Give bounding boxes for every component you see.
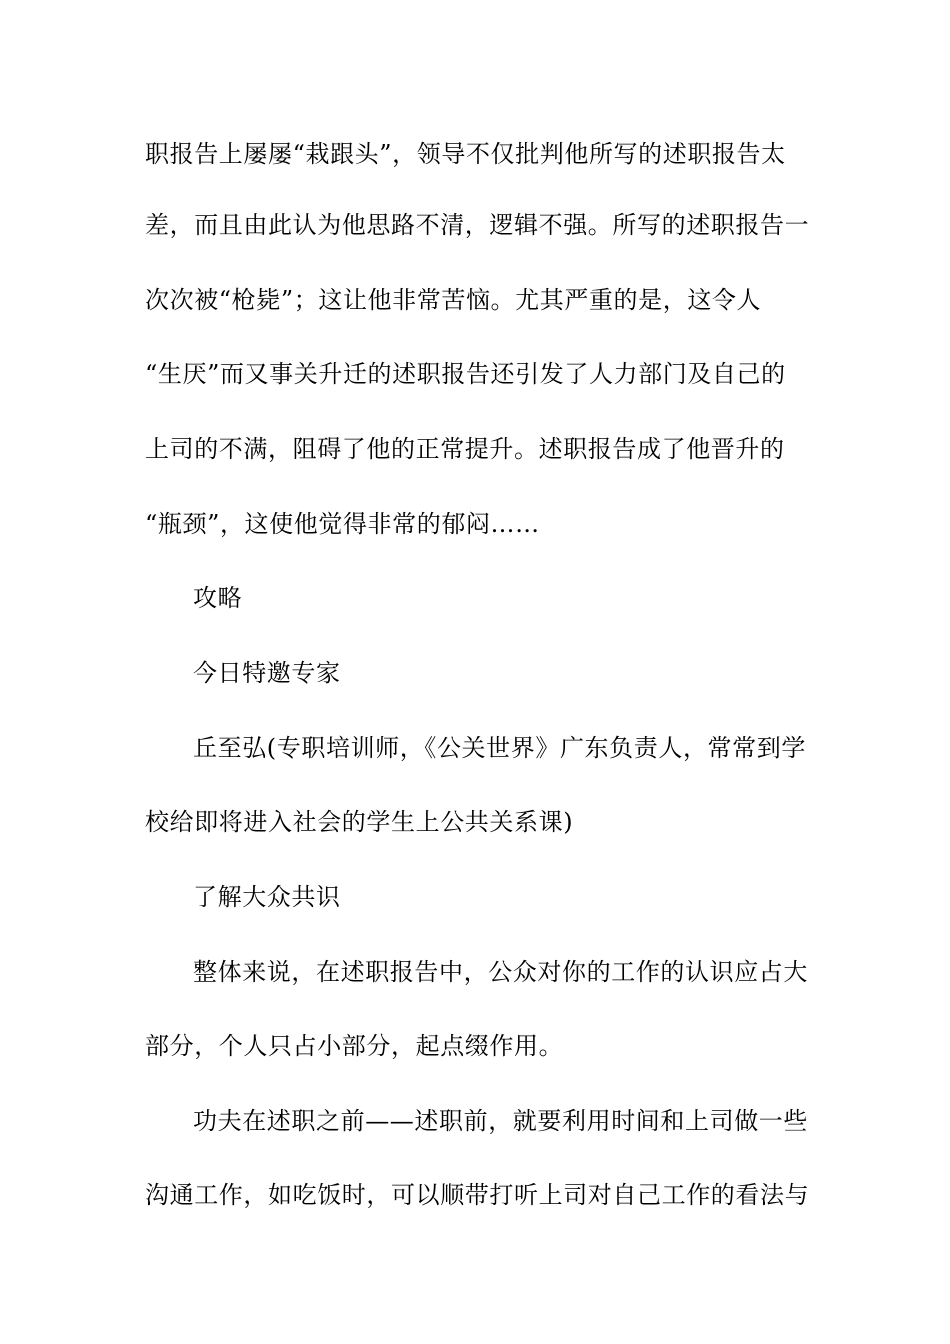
text-line: 职报告上屡屡“栽跟头”，领导不仅批判他所写的述职报告太	[145, 140, 786, 168]
section-heading: 了解大众共识	[193, 883, 341, 911]
text-line: 校给即将进入社会的学生上公共关系课)	[145, 808, 574, 836]
text-line: 部分，个人只占小部分，起点缀作用。	[145, 1032, 564, 1060]
text-line: 差，而且由此认为他思路不清，逻辑不强。所写的述职报告一	[145, 211, 810, 239]
section-heading: 今日特邀专家	[193, 659, 341, 687]
text-line: 丘至弘(专职培训师，《公关世界》广东负责人，常常到学	[193, 734, 806, 762]
text-line: 整体来说，在述职报告中，公众对你的工作的认识应占大	[193, 958, 808, 986]
text-line: 次次被“枪毙”；这让他非常苦恼。尤其严重的是，这令人	[145, 286, 762, 314]
text-line: 功夫在述职之前——述职前，就要利用时间和上司做一些	[193, 1107, 808, 1135]
text-line: “瓶颈”，这使他觉得非常的郁闷……	[145, 510, 540, 538]
text-line: 沟通工作，如吃饭时，可以顺带打听上司对自己工作的看法与	[145, 1181, 810, 1209]
text-line: “生厌”而又事关升迁的述职报告还引发了人力部门及自己的	[145, 360, 786, 388]
text-line: 上司的不满，阻碍了他的正常提升。述职报告成了他晋升的	[145, 435, 785, 463]
section-heading: 攻略	[193, 584, 243, 612]
